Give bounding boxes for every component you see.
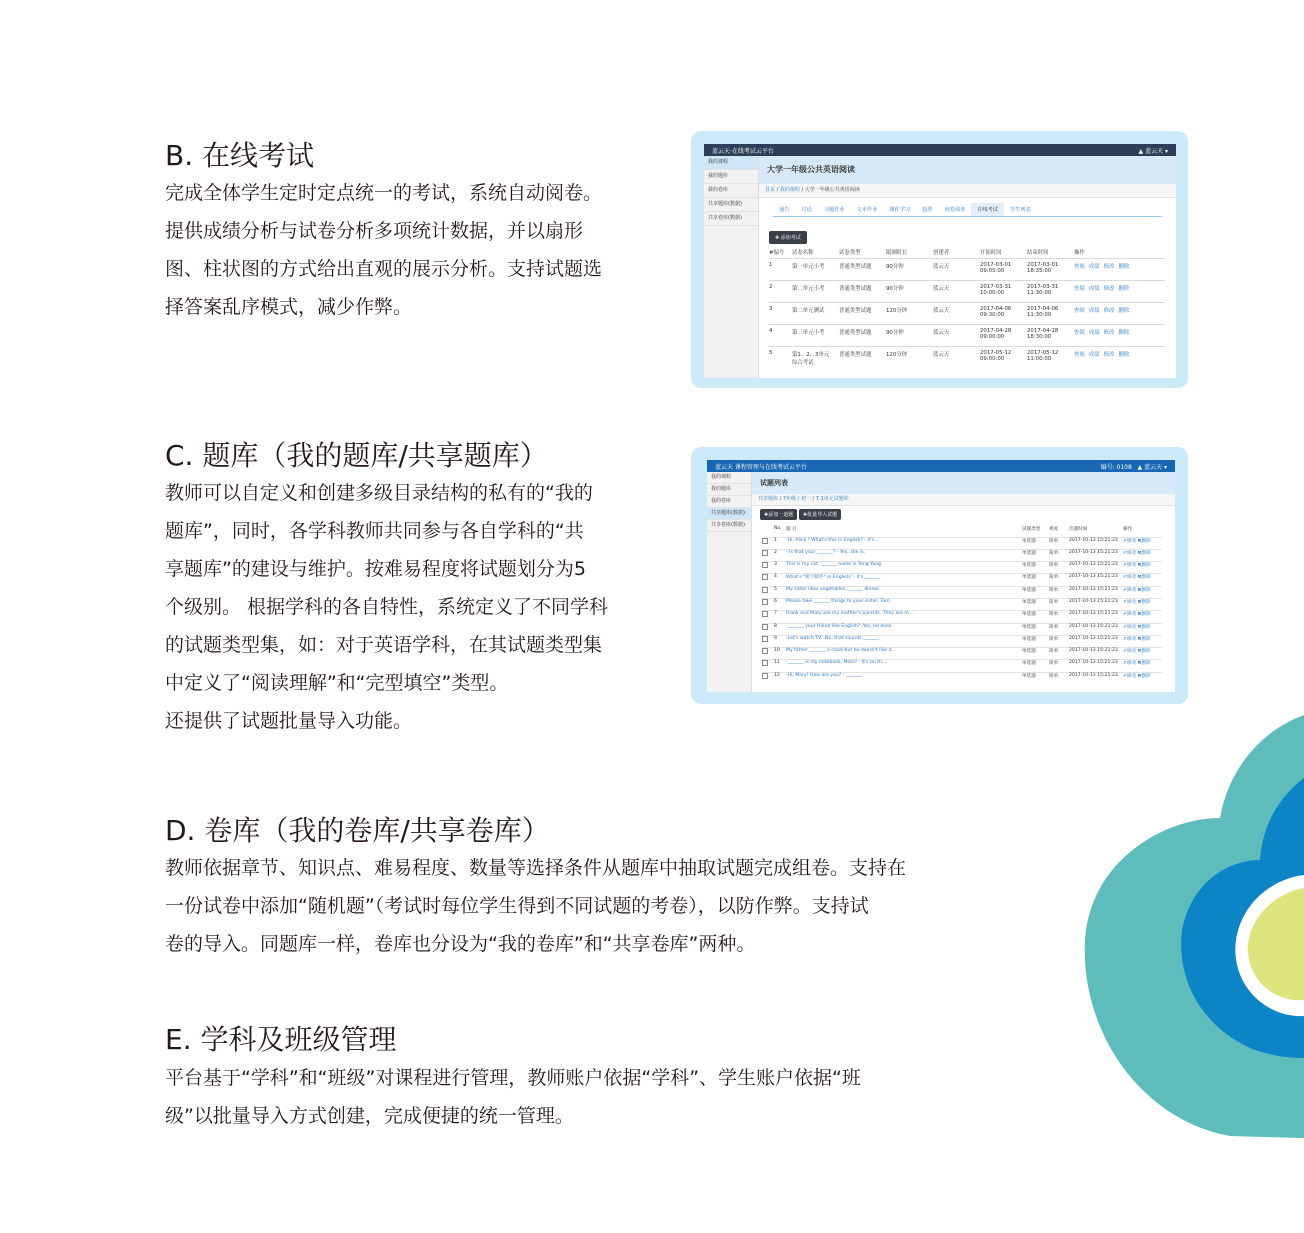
bank-cell-q[interactable]: My sister likes vegetables _______ dinner. [786, 586, 880, 592]
bank-cell-q[interactable]: -Let's watch TV. -No, that sounds _______. [786, 635, 881, 641]
exam-cell-limit: 90分钟 [886, 285, 904, 292]
bank-cell-ops[interactable]: ✐修改 ✖删除 [1123, 550, 1151, 556]
bank-cell-ops[interactable]: ✐修改 ✖删除 [1123, 636, 1151, 642]
exam-tab[interactable]: 通告 [779, 207, 790, 213]
import-questions-button[interactable]: ✚批量导入试题 [799, 509, 841, 520]
bank-cell-no: 2 [774, 549, 777, 555]
exam-sidebar-item[interactable]: 我的卷库 [704, 184, 758, 198]
exam-cell-creator: 蓝云天 [933, 263, 950, 270]
exam-col-header: 开始时间 [980, 250, 1002, 256]
exam-screenshot [704, 144, 1176, 378]
exam-crumb-courses[interactable]: 我的课程 [779, 187, 800, 193]
bank-cell-no: 8 [774, 623, 777, 629]
exam-cell-no: 1 [769, 261, 773, 268]
bank-cell-time: 2017-10-13 15:21:23 [1069, 648, 1118, 654]
exam-cell-limit: 90分钟 [886, 263, 904, 270]
section-b-title: B. 在线考试 [165, 139, 315, 172]
bank-col-check [762, 526, 774, 537]
exam-cell-no: 5 [769, 349, 773, 356]
exam-tab[interactable]: 投票 [922, 207, 933, 213]
bank-cell-diff: 简单 [1049, 575, 1059, 581]
section-e-body [165, 1059, 861, 1135]
bank-cell-time: 2017-10-13 15:21:23 [1069, 672, 1118, 678]
bank-cell-diff: 简单 [1049, 624, 1059, 630]
exam-cell-no: 2 [769, 283, 773, 290]
bank-toolbar [760, 509, 1175, 520]
exam-crumb-home[interactable]: 首页 [765, 187, 776, 193]
exam-cell-ops [1074, 324, 1165, 346]
exam-cell-limit: 90分钟 [886, 329, 904, 336]
exam-cell-end: 2017-03-01 18:35:00 [1027, 261, 1059, 274]
exam-op-link[interactable]: 删除 [1118, 307, 1130, 314]
bank-table-row [762, 562, 1162, 574]
exam-col-header: 试卷类型 [839, 250, 861, 256]
bank-row-checkbox[interactable] [762, 562, 768, 568]
bank-row-checkbox[interactable] [762, 599, 768, 605]
exam-op-link[interactable]: 修改 [1103, 351, 1115, 358]
bank-cell-type: 单选题 [1022, 624, 1036, 630]
bank-cell-q[interactable]: My father _______ a clock but he doesn't like it... [786, 648, 896, 654]
bank-cell-time: 2017-10-13 15:21:23 [1069, 562, 1118, 568]
exam-sidebar-item[interactable]: 我的课程 [704, 156, 758, 170]
exam-cell-start: 2017-05-12 09:00:00 [980, 349, 1012, 362]
bank-crumb-text[interactable]: 共享题库 / 7年级 / 初一 / 7.1单元试题库 [758, 496, 849, 502]
bank-cell-diff: 简单 [1049, 538, 1059, 544]
bank-cell-q[interactable]: -Hi, Alice ! What's this in English? - It's... [786, 537, 879, 543]
exam-brand: 蓝云天·在线考试云平台 [712, 147, 774, 155]
bank-table-row [762, 660, 1162, 672]
bank-row-checkbox-cell [762, 660, 774, 672]
bank-cell-diff: 简单 [1049, 563, 1059, 569]
exam-cell-end: 2017-05-12 11:00:00 [1027, 349, 1059, 362]
bank-topbar [707, 460, 1175, 472]
exam-op-link[interactable]: 删除 [1118, 351, 1130, 358]
bank-cell-diff: 简单 [1049, 550, 1059, 556]
exam-crumb-current: 大学一年级公共英语阅读 [804, 187, 860, 193]
bank-cell-time: 2017-10-13 15:21:23 [1069, 586, 1118, 592]
exam-op-link[interactable]: 查阅 [1074, 285, 1085, 292]
bank-cell-ops[interactable]: ✐修改 ✖删除 [1123, 563, 1151, 569]
exam-table-row [769, 324, 1165, 346]
section-c-line: 教师可以自定义和创建多级目录结构的私有的“我的 [165, 482, 593, 504]
exam-cell-name: 第1、2、3单元 综合考试 [792, 351, 830, 366]
bank-sidebar-item[interactable]: 我的课程 [707, 472, 751, 484]
bank-cell-q[interactable]: -_______ is my notebook, Mom? - It's on th... [786, 660, 887, 666]
exam-col-header: 创建者 [933, 250, 950, 256]
bank-row-checkbox[interactable] [762, 648, 768, 654]
bank-table-row [762, 537, 1162, 549]
bank-row-checkbox-cell [762, 562, 774, 574]
bank-sidebar [707, 472, 752, 692]
exam-cell-name: 第三单元小考 [792, 329, 825, 336]
bank-cell-q[interactable]: Please take _______ things to your sister, Tom. [786, 598, 892, 604]
bank-cell-diff: 简单 [1049, 612, 1059, 618]
bank-cell-q[interactable]: What's "航空邮件" in English? - It's_______. [786, 575, 881, 581]
exam-tab[interactable]: 课件学习 [889, 207, 911, 213]
exam-cell-type: 普通类型试题 [839, 285, 872, 292]
bank-cell-q[interactable]: Frank and Mary are my mother's parents. They are m... [786, 611, 914, 617]
bank-row-checkbox-cell [762, 635, 774, 647]
bank-sidebar-item[interactable]: 我的卷库 [707, 496, 751, 508]
exam-op-link[interactable]: 成绩 [1088, 285, 1100, 292]
section-c-line: 中定义了“阅读理解”和“完型填空”类型。 [165, 672, 509, 694]
section-c-title: C. 题库（我的题库/共享题库） [165, 439, 548, 472]
bank-table-row [762, 586, 1162, 598]
bank-cell-diff: 简单 [1049, 649, 1059, 655]
bank-cell-time: 2017-10-13 15:21:23 [1069, 537, 1118, 543]
section-b-body [165, 174, 602, 326]
exam-cell-ops [1074, 258, 1165, 280]
bank-user-info: 编号: 0108 [1100, 463, 1132, 471]
bank-cell-diff: 简单 [1049, 636, 1059, 642]
exam-table-row [769, 280, 1165, 302]
bank-cell-type: 单选题 [1022, 563, 1036, 569]
exam-table-header [769, 248, 1165, 258]
exam-tabs [773, 203, 1162, 217]
bank-cell-q[interactable]: This is my cat. _______ name is Yang Yang. [786, 562, 883, 568]
section-b-line: 完成全体学生定时定点统一的考试，系统自动阅卷。 [165, 182, 603, 204]
add-exam-button[interactable]: ✚ 添加考试 [769, 231, 807, 244]
exam-topbar [704, 144, 1176, 156]
bank-cell-ops[interactable]: ✐修改 ✖删除 [1123, 612, 1151, 618]
bank-col-header: 题 目 [786, 527, 797, 532]
exam-tab[interactable]: 文本作业 [856, 207, 878, 213]
bank-row-checkbox[interactable] [762, 587, 768, 593]
section-c-line: 个级别。 根据学科的各自特性，系统定义了不同学科 [165, 596, 609, 618]
bank-list-title: 试题列表 [752, 472, 1175, 494]
exam-op-link[interactable]: 删除 [1118, 263, 1130, 270]
bank-cell-diff: 简单 [1049, 599, 1059, 605]
exam-cell-start: 2017-04-06 09:30:00 [980, 305, 1012, 318]
exam-sidebar-item[interactable]: 我的题库 [704, 170, 758, 184]
bank-user-menu[interactable]: ▲ 蓝云天 ▾ [1137, 463, 1167, 471]
section-d-line: 教师依据章节、知识点、难易程度、数量等选择条件从题库中抽取试题完成组卷。支持在 [165, 857, 907, 879]
exam-op-link[interactable]: 修改 [1103, 307, 1115, 314]
bank-table [762, 526, 1162, 685]
exam-op-link[interactable]: 查阅 [1074, 329, 1085, 336]
exam-cell-type: 普通类型试题 [839, 263, 872, 270]
exam-cell-creator: 蓝云天 [933, 329, 950, 336]
bank-cell-no: 3 [774, 562, 777, 568]
exam-col-header: 操作 [1074, 250, 1085, 256]
bank-row-checkbox[interactable] [762, 574, 768, 580]
exam-cell-limit: 120分钟 [886, 307, 908, 314]
bank-row-checkbox-cell [762, 623, 774, 635]
bank-table-row [762, 598, 1162, 610]
bank-table-row [762, 611, 1162, 623]
exam-cell-end: 2017-04-28 18:30:00 [1027, 327, 1059, 340]
section-e-line: 级”以批量导入方式创建，完成便捷的统一管理。 [165, 1105, 574, 1127]
exam-col-header: 结束时间 [1027, 250, 1049, 256]
section-e-title: E. 学科及班级管理 [165, 1023, 397, 1056]
exam-tab-active[interactable]: 在线考试 [971, 203, 1004, 216]
bank-table-header [762, 526, 1162, 537]
bank-cell-time: 2017-10-13 15:21:23 [1069, 574, 1118, 580]
bank-cell-time: 2017-10-13 15:21:23 [1069, 598, 1118, 604]
section-b-line: 提供成绩分析与试卷分析多项统计数据，并以扇形 [165, 220, 584, 242]
bank-row-checkbox-cell [762, 648, 774, 660]
bank-cell-ops[interactable]: ✐修改 ✖删除 [1123, 661, 1151, 667]
exam-op-link[interactable]: 成绩 [1088, 307, 1100, 314]
bank-cell-no: 7 [774, 611, 777, 617]
bank-table-row [762, 648, 1162, 660]
exam-cell-creator: 蓝云天 [933, 351, 950, 358]
exam-sidebar-item[interactable]: 共享题库(数据) [704, 198, 758, 212]
bank-row-checkbox-cell [762, 611, 774, 623]
exam-cell-name: 第一单元小考 [792, 263, 825, 270]
exam-cell-ops [1074, 346, 1165, 368]
exam-op-link[interactable]: 成绩 [1088, 329, 1100, 336]
exam-op-link[interactable]: 查阅 [1074, 263, 1085, 270]
bank-cell-ops[interactable]: ✐修改 ✖删除 [1123, 649, 1151, 655]
bank-cell-type: 单选题 [1022, 661, 1036, 667]
bank-table-row [762, 623, 1162, 635]
bank-table-row [762, 635, 1162, 647]
bank-cell-time: 2017-10-13 15:21:23 [1069, 549, 1118, 555]
bank-row-checkbox[interactable] [762, 636, 768, 642]
exam-cell-type: 普通类型试题 [839, 351, 872, 358]
bank-cell-type: 单选题 [1022, 649, 1036, 655]
exam-op-link[interactable]: 查阅 [1074, 351, 1085, 358]
bank-col-header: 操作 [1123, 527, 1133, 532]
bank-cell-no: 5 [774, 586, 777, 592]
exam-tab[interactable]: 学生列表 [1010, 207, 1031, 213]
exam-main [759, 156, 1176, 378]
exam-op-link[interactable]: 修改 [1103, 263, 1115, 270]
bank-brand: 蓝云天 课程管理与在线考试云平台 [715, 463, 807, 471]
exam-sidebar [704, 156, 759, 378]
section-b-line: 择答案乱序模式，减少作弊。 [165, 296, 413, 318]
bank-cell-ops[interactable]: ✐修改 ✖删除 [1123, 575, 1151, 581]
bank-cell-q[interactable]: -_______ your friend like English? -Yes, he does. [786, 623, 893, 629]
exam-sidebar-item[interactable]: 共享卷库(数据) [704, 212, 758, 226]
section-d-body [165, 849, 906, 963]
section-d-title: D. 卷库（我的卷库/共享卷库） [165, 814, 550, 847]
bank-row-checkbox[interactable] [762, 673, 768, 679]
exam-cell-name: 第二单元测试 [792, 307, 825, 314]
bank-cell-no: 6 [774, 598, 777, 604]
exam-op-link[interactable]: 修改 [1103, 329, 1115, 336]
section-d-line: 一份试卷中添加“随机题”（考试时每位学生得到不同试题的考卷），以防作弊。支持试 [165, 895, 869, 917]
bank-row-checkbox-cell [762, 574, 774, 586]
section-c-line: 题库”，同时，各学科教师共同参与各自学科的“共 [165, 520, 584, 542]
bank-cell-type: 单选题 [1022, 575, 1036, 581]
bank-cell-q[interactable]: - Is that your _______? - Yes, she is. [786, 549, 866, 555]
exam-op-link[interactable]: 修改 [1103, 285, 1115, 292]
exam-breadcrumb: 首页 / 我的课程 / 大学一年级公共英语阅读 [759, 184, 1176, 198]
exam-cell-type: 普通类型试题 [839, 329, 872, 336]
bank-row-checkbox[interactable] [762, 611, 768, 617]
bank-col-header: No. [774, 526, 782, 531]
exam-tab[interactable]: 讨论 [801, 207, 812, 213]
section-c-line: 还提供了试题批量导入功能。 [165, 710, 413, 732]
bank-cell-type: 单选题 [1022, 636, 1036, 642]
exam-tab[interactable]: 习题作业 [823, 207, 845, 213]
section-c-line: 的试题类型集，如：对于英语学科，在其试题类型集 [165, 634, 603, 656]
bank-cell-time: 2017-10-13 15:21:23 [1069, 611, 1118, 617]
section-c-line: 享题库”的建设与维护。按难易程度将试题划分为5 [165, 558, 586, 580]
bank-table-row [762, 574, 1162, 586]
exam-cell-ops [1074, 280, 1165, 302]
exam-col-header: 试卷名称 [792, 250, 814, 256]
bank-row-checkbox-cell [762, 586, 774, 598]
exam-cell-limit: 120分钟 [886, 351, 908, 358]
bank-cell-ops[interactable]: ✐修改 ✖删除 [1123, 538, 1151, 544]
exam-table-row [769, 346, 1165, 368]
exam-user-menu[interactable]: ▲ 蓝云天 ▾ [1138, 147, 1168, 155]
exam-op-link[interactable]: 成绩 [1088, 351, 1100, 358]
bank-cell-ops[interactable]: ✐修改 ✖删除 [1123, 673, 1151, 679]
exam-op-link[interactable]: 查阅 [1074, 307, 1085, 314]
exam-cell-start: 2017-03-31 10:00:00 [980, 283, 1012, 296]
exam-col-header: 限制时长 [886, 250, 908, 256]
bank-row-checkbox[interactable] [762, 660, 768, 666]
exam-cell-creator: 蓝云天 [933, 285, 950, 292]
bank-sidebar-item[interactable]: 共享题库(数据) [707, 508, 751, 520]
bank-row-checkbox-cell [762, 537, 774, 549]
exam-cell-creator: 蓝云天 [933, 307, 950, 314]
bank-row-checkbox-cell [762, 672, 774, 684]
exam-op-link[interactable]: 删除 [1118, 285, 1130, 292]
bank-row-checkbox[interactable] [762, 538, 768, 544]
exam-table [769, 248, 1165, 368]
exam-cell-name: 第二单元小考 [792, 285, 825, 292]
exam-cell-no: 4 [769, 327, 773, 334]
bank-cell-no: 1 [774, 537, 777, 543]
bank-cell-time: 2017-10-13 15:21:23 [1069, 660, 1118, 666]
section-c-body [165, 474, 608, 740]
bank-cell-diff: 简单 [1049, 661, 1059, 667]
bank-col-header: 难度 [1049, 527, 1059, 532]
bank-cell-no: 9 [774, 635, 777, 641]
bank-cell-no: 4 [774, 574, 777, 580]
bank-row-checkbox[interactable] [762, 624, 768, 630]
bank-row-checkbox-cell [762, 549, 774, 561]
exam-cell-type: 普通类型试题 [839, 307, 872, 314]
bank-cell-ops[interactable]: ✐修改 ✖删除 [1123, 599, 1151, 605]
bank-cell-q[interactable]: -Hi, Mary! How are you? - _______ [786, 672, 862, 678]
exam-op-link[interactable]: 成绩 [1088, 263, 1100, 270]
bank-main [752, 472, 1175, 692]
cloud-decoration [1080, 700, 1304, 1140]
exam-col-header: #编号 [769, 250, 785, 256]
bank-screenshot [707, 460, 1175, 692]
bank-cell-type: 单选题 [1022, 538, 1036, 544]
bank-row-checkbox[interactable] [762, 550, 768, 556]
bank-cell-no: 10 [774, 648, 780, 654]
bank-cell-diff: 简单 [1049, 587, 1059, 593]
exam-cell-start: 2017-03-01 09:05:00 [980, 261, 1012, 274]
bank-table-row [762, 549, 1162, 561]
bank-sidebar-item[interactable]: 我的题库 [707, 484, 751, 496]
exam-tab[interactable]: 问卷调查 [944, 207, 966, 213]
bank-cell-type: 单选题 [1022, 673, 1036, 679]
bank-row-checkbox-cell [762, 598, 774, 610]
exam-course-title: 大学一年级公共英语阅读 [759, 156, 1176, 184]
section-e-line: 平台基于“学科”和“班级”对课程进行管理，教师账户依据“学科”、学生账户依据“班 [165, 1067, 861, 1089]
bank-cell-diff: 简单 [1049, 673, 1059, 679]
bank-cell-time: 2017-10-13 15:21:23 [1069, 623, 1118, 629]
bank-cell-ops[interactable]: ✐修改 ✖删除 [1123, 624, 1151, 630]
section-b-line: 图、柱状图的方式给出直观的展示分析。支持试题选 [165, 258, 603, 280]
bank-cell-time: 2017-10-13 15:21:23 [1069, 635, 1118, 641]
bank-sidebar-item[interactable]: 共享卷库(数据) [707, 520, 751, 532]
bank-col-header: 试题类型 [1022, 527, 1041, 532]
bank-cell-type: 单选题 [1022, 587, 1036, 593]
bank-topbar-right [1101, 462, 1167, 471]
exam-cell-end: 2017-04-06 11:30:00 [1027, 305, 1059, 318]
add-question-button[interactable]: ✚添加一道题 [760, 509, 797, 520]
bank-cell-ops[interactable]: ✐修改 ✖删除 [1123, 587, 1151, 593]
bank-cell-type: 单选题 [1022, 612, 1036, 618]
bank-breadcrumb [752, 494, 1175, 506]
section-d-line: 卷的导入。同题库一样，卷库也分设为“我的卷库”和“共享卷库”两种。 [165, 933, 756, 955]
exam-op-link[interactable]: 删除 [1118, 329, 1130, 336]
bank-table-row [762, 672, 1162, 684]
exam-table-row [769, 302, 1165, 324]
exam-cell-ops [1074, 302, 1165, 324]
bank-cell-type: 单选题 [1022, 599, 1036, 605]
bank-cell-type: 单选题 [1022, 550, 1036, 556]
bank-cell-no: 11 [774, 660, 780, 666]
exam-cell-end: 2017-03-31 11:30:00 [1027, 283, 1059, 296]
exam-table-row [769, 258, 1165, 280]
bank-cell-no: 12 [774, 672, 780, 678]
bank-col-header: 出题时间 [1069, 527, 1088, 532]
exam-cell-start: 2017-04-28 09:00:00 [980, 327, 1012, 340]
exam-cell-no: 3 [769, 305, 773, 312]
